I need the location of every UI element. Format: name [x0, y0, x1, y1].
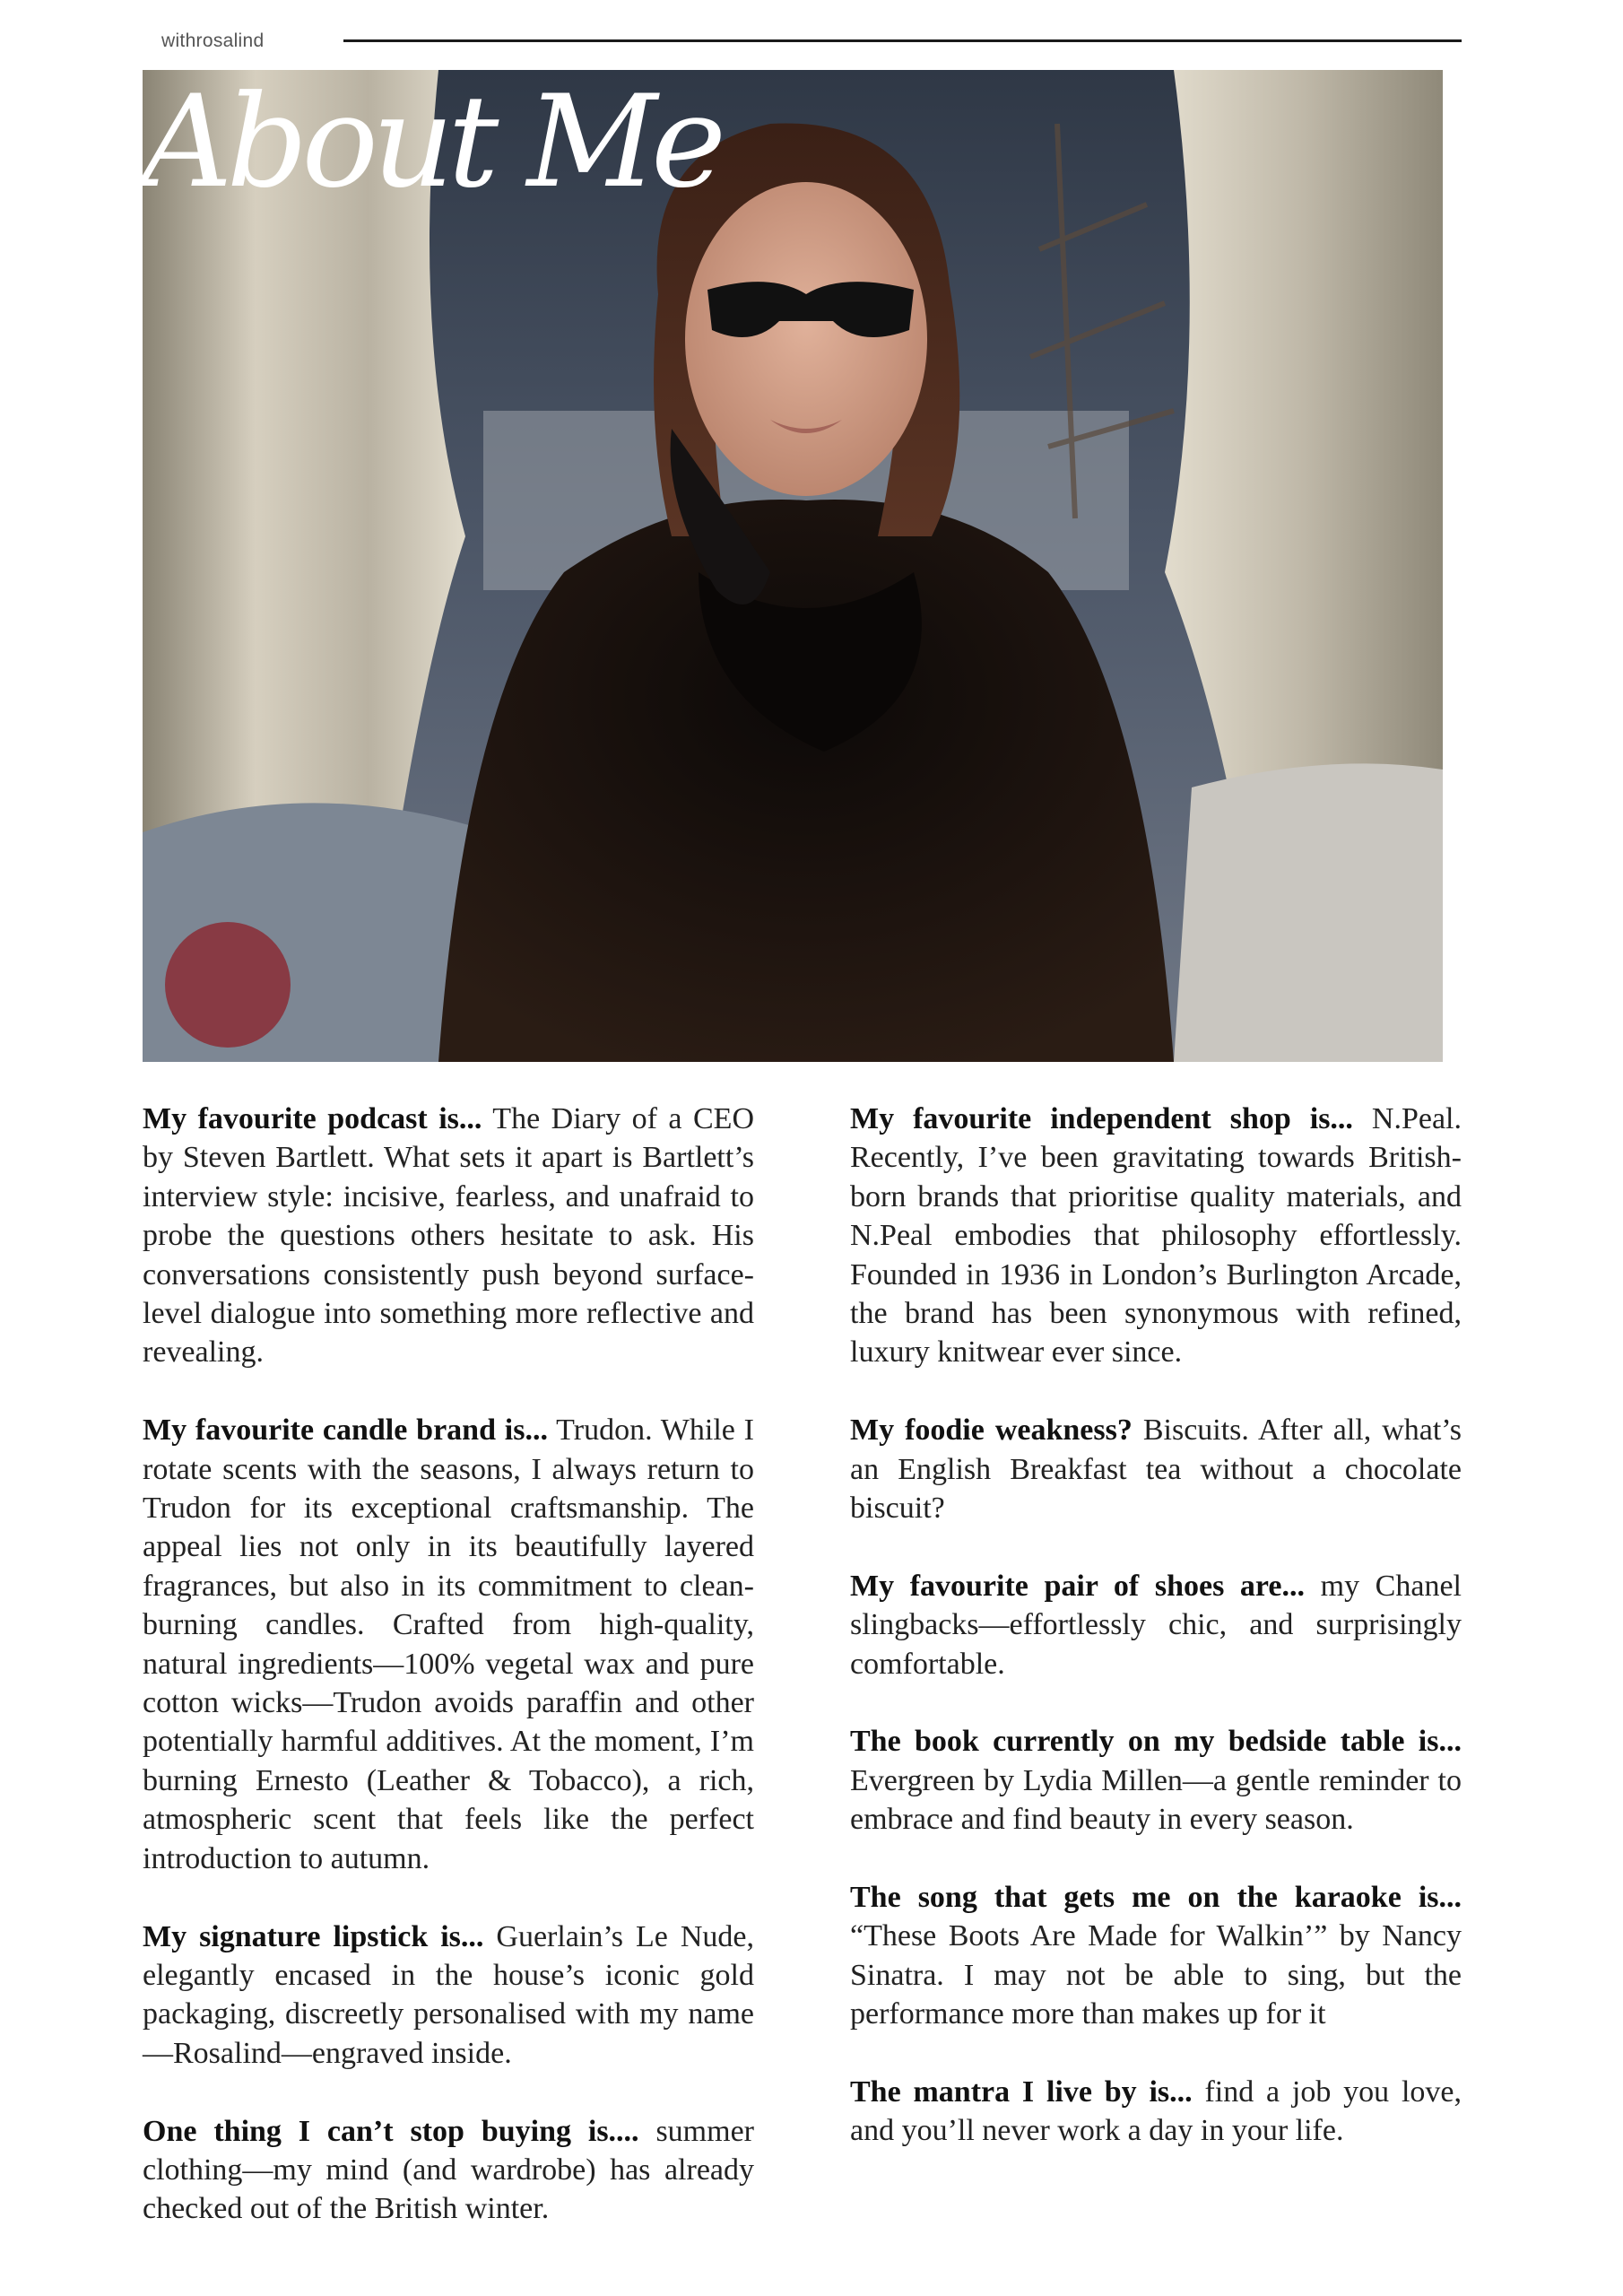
- book-body: Evergreen by Lydia Millen—a gentle reminder to embrace and find beauty in every season.: [850, 1763, 1462, 1837]
- buying-paragraph: [143, 2112, 754, 2229]
- foodie-paragraph: [850, 1411, 1462, 1527]
- book-lead: The book currently on my bedside table is...: [850, 1725, 1462, 1759]
- shoes-paragraph: [850, 1567, 1462, 1683]
- foodie-body: Biscuits. After all, what’s an English Breakfast tea without a chocolate biscuit?: [850, 1413, 1462, 1526]
- shoes-lead: My favourite pair of shoes are...: [850, 1569, 1306, 1603]
- buying-body: summer clothing—my mind (and wardrobe) has already checked out of the British winter.: [143, 2114, 754, 2226]
- lipstick-paragraph: [143, 1918, 754, 2074]
- left-column: [143, 1100, 754, 2267]
- mantra-paragraph: [850, 2073, 1462, 2151]
- podcast-body: The Diary of a CEO by Steven Bartlett. What sets it apart is Bartlett’s interview style: incisive, fearless, and unafraid to probe the questions others hesitate to ask. His conversations consistently push beyond surface-level dialogue into something more reflective and revealing.: [143, 1102, 754, 1370]
- shop-lead: My favourite independent shop is...: [850, 1102, 1353, 1135]
- page-title: About Me: [141, 68, 721, 216]
- right-column: [850, 1100, 1462, 2189]
- shop-body: N.Peal. Recently, I’ve been gravitating towards British-born brands that prioritise quality materials, and N.Peal embodies that philosophy effortlessly. Founded in 1936 in London’s Burlington Arcade, the brand has been synonymous with refined, luxury knitwear ever since.: [850, 1102, 1462, 1370]
- candle-paragraph: [143, 1411, 754, 1878]
- mantra-body: find a job you love, and you’ll never work a day in your life.: [850, 2075, 1462, 2148]
- shop-paragraph: [850, 1100, 1462, 1372]
- lipstick-lead: My signature lipstick is...: [143, 1919, 484, 1953]
- candle-lead: My favourite candle brand is...: [143, 1413, 548, 1448]
- lipstick-body: Guerlain’s Le Nude, elegantly encased in the house’s iconic gold packaging, discreetly personalised with my name—Rosalind—engraved inside.: [143, 1919, 754, 2070]
- candle-body: Trudon. While I rotate scents with the seasons, I always return to Trudon for its exceptional craftsmanship. The appeal lies not only in its beautifully layered fragrances, but also in its commitment to clean-burning candles. Crafted from high-quality, natural ingredients—100% vegetal wax and pure cotton wicks—Trudon avoids paraffin and other potentially harmful additives. At the moment, I’m burning Ernesto (Leather & Tobacco), a rich, atmospheric scent that feels like the perfect introduction to autumn.: [143, 1413, 754, 1875]
- header-rule: [343, 39, 1462, 42]
- hero-photo: [143, 70, 1443, 1062]
- karaoke-paragraph: [850, 1878, 1462, 2034]
- buying-lead: One thing I can’t stop buying is....: [143, 2114, 639, 2148]
- foodie-lead: My foodie weakness?: [850, 1413, 1133, 1448]
- mantra-lead: The mantra I live by is...: [850, 2075, 1193, 2109]
- brand-name: withrosalind: [161, 30, 265, 51]
- shoes-body: my Chanel slingbacks—effortlessly chic, and surprisingly comfortable.: [850, 1569, 1462, 1681]
- karaoke-body: “These Boots Are Made for Walkin’” by Nancy Sinatra. I may not be able to sing, but the performance more than makes up for it: [850, 1919, 1462, 2031]
- karaoke-lead: The song that gets me on the karaoke is...: [850, 1881, 1462, 1915]
- podcast-paragraph: [143, 1100, 754, 1372]
- book-paragraph: [850, 1722, 1462, 1839]
- portrait-illustration: [143, 70, 1443, 1062]
- podcast-lead: My favourite podcast is...: [143, 1102, 482, 1135]
